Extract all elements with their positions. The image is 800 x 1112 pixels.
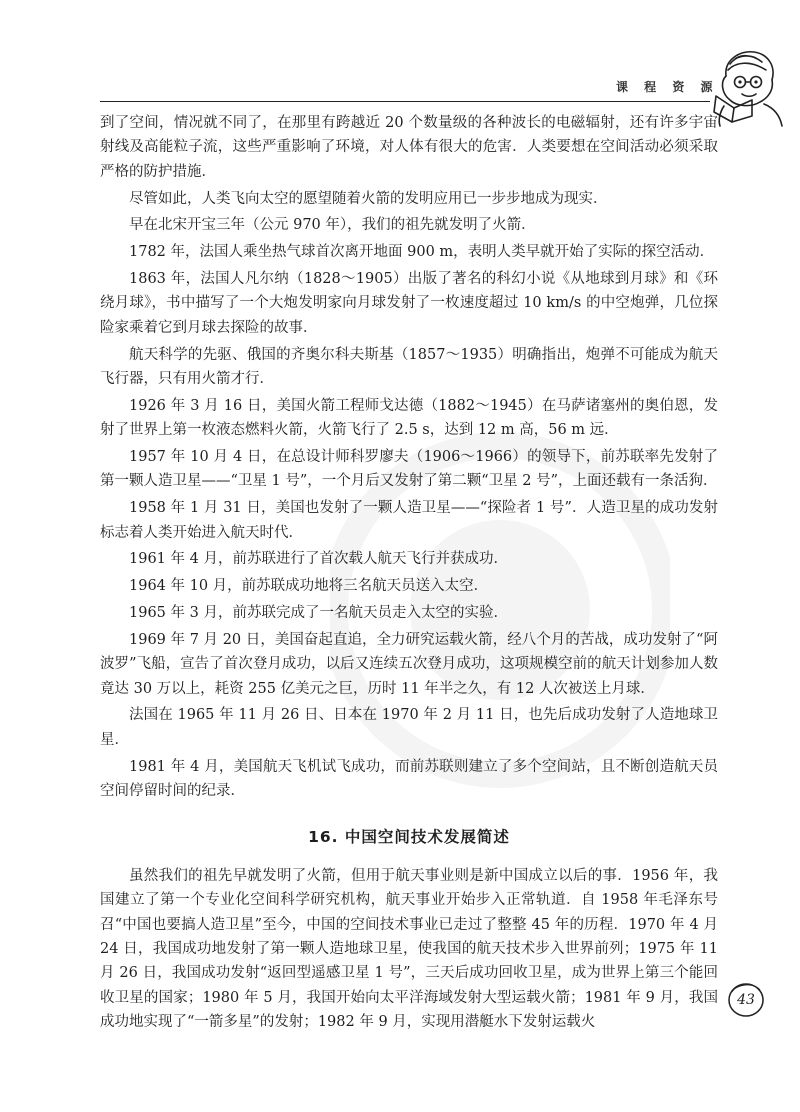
paragraph: 1957 年 10 月 4 日，在总设计师科罗廖夫（1906～1966）的领导下，前苏联率先发射了第一颗人造卫星——“卫星 1 号”，一个月后又发射了第二颗“卫星 2 号”，上面还载有一条活狗． xyxy=(100,449,718,490)
paragraph: 1782 年，法国人乘坐热气球首次离开地面 900 m，表明人类早就开始了实际的探空活动． xyxy=(129,244,715,261)
cartoon-reader-icon xyxy=(706,42,790,128)
paragraph: 航天科学的先驱、俄国的齐奥尔科夫斯基（1857～1935）明确指出，炮弹不可能成为航天飞行器，只有用火箭才行． xyxy=(100,346,718,388)
page-number: 43 xyxy=(737,992,755,1008)
paragraph: 1981 年 4 月，美国航天飞机试飞成功，而前苏联则建立了多个空间站，且不断创造航天员空间停留时间的纪录． xyxy=(100,758,718,800)
paragraph: 到了空间，情况就不同了，在那里有跨越近 20 个数量级的各种波长的电磁辐射，还有许多宇宙射线及高能粒子流，这些严重影响了环境，对人体有很大的危害．人类要想在空间活动必须采取严格的防护措施． xyxy=(100,115,718,180)
paragraph: 1926 年 3 月 16 日，美国火箭工程师戈达德（1882～1945）在马萨诸塞州的奥伯恩，发射了世界上第一枚液态燃料火箭，火箭飞行了 2.5 s，达到 12 m 高，56 m 远． xyxy=(100,397,718,439)
paragraph: 尽管如此，人类飞向太空的愿望随着火箭的发明应用已一步步地成为现实． xyxy=(129,190,608,207)
paragraph: 1863 年，法国人凡尔纳（1828～1905）出版了著名的科幻小说《从地球到月球》和《环绕月球》，书中描写了一个大炮发明家向月球发射了一枚速度超过 10 km/s 的中空炮弹，几位探险家乘着它到月球去探险的故事． xyxy=(100,271,718,336)
paragraph: 1964 年 10 月，前苏联成功地将三名航天员送入太空． xyxy=(129,578,489,595)
header-rule xyxy=(100,101,710,102)
paragraph: 虽然我们的祖先早就发明了火箭，但用于航天事业则是新中国成立以后的事．1956 年，我国建立了第一个专业化空间科学研究机构，航天事业开始步入正常轨道．自 1958 年毛泽东号召“中国也要搞人造卫星”至今，中国的空间技术事业已走过了整整 45 年的历程．1970 年 4 月 24 日，我国成功地发射了第一颗人造地球卫星，使我国的航天技术步入世界前列；1975 年 11 月 26 日，我国成功发射“返回型遥感卫星 1 号”，三天后成功回收卫星，成为世界上第三个能回收卫星的国家；1980 年 5 月，我国开始向太平洋海域发射大型运载火箭；1981 年 9 月，我国成功地实现了“一箭多星”的发射；1982 年 9 月，实现用潜艇水下发射运载火 xyxy=(100,867,718,1031)
paragraph: 1969 年 7 月 20 日，美国奋起直追，全力研究运载火箭，经八个月的苦战，成功发射了“阿波罗”飞船，宣告了首次登月成功，以后又连续五次登月成功，这项规模空前的航天计划参加人数竟达 30 万以上，耗资 255 亿美元之巨，历时 11 年半之久，有 12 人次被送上月球． xyxy=(100,631,718,697)
section-heading: 16. 中国空间技术发展简述 xyxy=(308,828,510,847)
paragraph: 1958 年 1 月 31 日，美国也发射了一颗人造卫星——“探险者 1 号”．人造卫星的成功发射标志着人类开始进入航天时代． xyxy=(100,500,718,541)
paragraph: 早在北宋开宝三年（公元 970 年），我们的祖先就发明了火箭． xyxy=(129,217,536,234)
body-text xyxy=(100,111,718,1037)
paragraph: 1965 年 3 月，前苏联完成了一名航天员走入太空的实验． xyxy=(129,605,508,622)
header-section-label: 课 程 资 源 xyxy=(616,80,719,94)
paragraph: 1961 年 4 月，前苏联进行了首次载人航天飞行并获成功． xyxy=(129,551,508,568)
paragraph: 法国在 1965 年 11 月 26 日、日本在 1970 年 2 月 11 日，也先后成功发射了人造地球卫星． xyxy=(100,707,718,748)
page-number-badge xyxy=(726,980,766,1020)
